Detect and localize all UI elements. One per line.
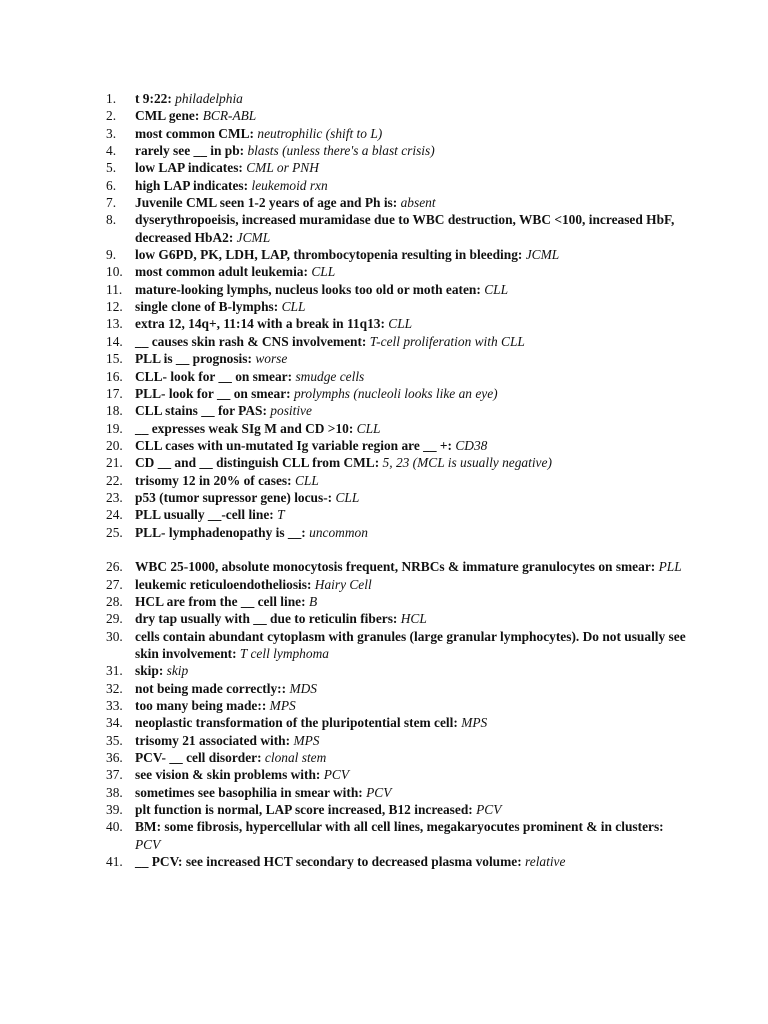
- item-number: 10.: [106, 264, 123, 280]
- list-item: [0, 628, 768, 663]
- item-number: 17.: [106, 385, 123, 401]
- item-answer: PLL: [658, 559, 682, 575]
- item-number: 4.: [106, 143, 117, 159]
- section-gap: [0, 541, 768, 558]
- item-number: 1.: [106, 91, 117, 106]
- item-answer: B: [308, 593, 318, 609]
- item-answer: CLL: [335, 489, 360, 505]
- item-number: 28.: [106, 593, 123, 609]
- list-item: [0, 177, 768, 194]
- item-number: 39.: [106, 802, 123, 818]
- item-question: single clone of B-lymphs:: [135, 299, 279, 315]
- item-question: most common CML:: [135, 125, 255, 141]
- item-number: 40.: [106, 819, 123, 835]
- item-question: CLL cases with un-mutated Ig variable region are __ +:: [135, 437, 452, 453]
- item-question: trisomy 21 associated with:: [135, 732, 291, 748]
- item-question: HCL are from the __ cell line:: [135, 593, 306, 609]
- item-number: 14.: [106, 333, 123, 349]
- item-number: 18.: [106, 403, 123, 419]
- item-answer: CD38: [455, 437, 488, 453]
- item-answer: worse: [255, 351, 288, 367]
- item-number: 20.: [106, 437, 123, 453]
- item-number: 34.: [106, 715, 123, 731]
- list-item: [0, 558, 768, 575]
- item-question: low LAP indicates:: [135, 160, 243, 176]
- list-item: [0, 714, 768, 731]
- item-question: PLL- look for __ on smear:: [135, 385, 291, 401]
- item-answer: CLL: [281, 299, 306, 315]
- item-question: WBC 25-1000, absolute monocytosis frequent, NRBCs & immature granulocytes on smear:: [135, 559, 656, 575]
- item-question: too many being made::: [135, 698, 267, 714]
- list-item: [0, 211, 768, 246]
- list-item: [0, 298, 768, 315]
- list-item: [0, 333, 768, 350]
- item-answer: MPS: [293, 732, 320, 748]
- item-number: 31.: [106, 663, 123, 679]
- item-question: extra 12, 14q+, 11:14 with a break in 11q13:: [135, 316, 385, 332]
- item-number: 25.: [106, 524, 123, 540]
- item-answer: T-cell proliferation with CLL: [369, 333, 525, 349]
- list-item: [0, 385, 768, 402]
- item-answer: MPS: [269, 698, 296, 714]
- item-question: mature-looking lymphs, nucleus looks too old or moth eaten:: [135, 281, 481, 297]
- item-number: 24.: [106, 507, 123, 523]
- item-number: 30.: [106, 628, 123, 644]
- item-answer: positive: [270, 403, 312, 419]
- item-answer: PCV: [366, 784, 392, 800]
- item-number: 36.: [106, 750, 123, 766]
- list-item: [0, 732, 768, 749]
- list-item: [0, 350, 768, 367]
- item-question: plt function is normal, LAP score increased, B12 increased:: [135, 802, 473, 818]
- item-question: most common adult leukemia:: [135, 264, 308, 280]
- item-number: 26.: [106, 559, 123, 575]
- item-answer: CML or PNH: [246, 160, 319, 176]
- item-question: neoplastic transformation of the pluripotential stem cell:: [135, 715, 458, 731]
- list-item: [0, 506, 768, 523]
- item-question: PLL is __ prognosis:: [135, 351, 252, 367]
- item-number: 3.: [106, 125, 117, 141]
- item-answer: philadelphia: [175, 91, 243, 106]
- item-answer: skip: [166, 663, 189, 679]
- item-answer: Hairy Cell: [314, 576, 372, 592]
- list-item: [0, 801, 768, 818]
- list-item: [0, 818, 768, 853]
- item-number: 21.: [106, 455, 123, 471]
- list-item: [0, 593, 768, 610]
- item-number: 2.: [106, 108, 117, 124]
- item-answer: BCR-ABL: [202, 108, 257, 124]
- list-item: [0, 107, 768, 124]
- item-answer: absent: [400, 195, 436, 211]
- list-item: [0, 766, 768, 783]
- list-item: [0, 420, 768, 437]
- document-page: [0, 90, 768, 870]
- item-number: 8.: [106, 212, 117, 228]
- item-number: 7.: [106, 195, 117, 211]
- list-item: [0, 142, 768, 159]
- list-item: [0, 90, 768, 107]
- item-number: 27.: [106, 576, 123, 592]
- list-item: [0, 662, 768, 679]
- list-item: [0, 368, 768, 385]
- item-question: __ causes skin rash & CNS involvement:: [135, 333, 367, 349]
- item-answer: JCML: [525, 247, 560, 263]
- list-item: [0, 315, 768, 332]
- list-item: [0, 159, 768, 176]
- item-question: rarely see __ in pb:: [135, 143, 245, 159]
- item-question: skip:: [135, 663, 164, 679]
- item-question: CLL stains __ for PAS:: [135, 403, 267, 419]
- item-number: 23.: [106, 489, 123, 505]
- item-answer: relative: [525, 854, 566, 870]
- item-question: sometimes see basophilia in smear with:: [135, 784, 363, 800]
- item-number: 33.: [106, 698, 123, 714]
- list-item: [0, 125, 768, 142]
- list-item: [0, 246, 768, 263]
- item-question: PCV- __ cell disorder:: [135, 750, 262, 766]
- item-question: cells contain abundant cytoplasm with granules (large granular lymphocytes). Do not usually see skin involvement:: [135, 628, 686, 661]
- item-question: __ expresses weak SIg M and CD >10:: [135, 420, 354, 436]
- list-item: [0, 749, 768, 766]
- item-question: __ PCV: see increased HCT secondary to decreased plasma volume:: [135, 854, 522, 870]
- item-question: Juvenile CML seen 1-2 years of age and Ph is:: [135, 195, 398, 211]
- item-number: 11.: [106, 281, 123, 297]
- item-answer: prolymphs (nucleoli looks like an eye): [293, 385, 498, 401]
- item-number: 12.: [106, 299, 123, 315]
- list-item: [0, 697, 768, 714]
- list-item: [0, 524, 768, 541]
- item-number: 6.: [106, 177, 117, 193]
- item-question: CML gene:: [135, 108, 200, 124]
- item-number: 15.: [106, 351, 123, 367]
- item-question: BM: some fibrosis, hypercellular with all cell lines, megakaryocutes prominent & in clusters:: [135, 819, 664, 835]
- list-item: [0, 194, 768, 211]
- item-question: see vision & skin problems with:: [135, 767, 321, 783]
- item-question: p53 (tumor supressor gene) locus-:: [135, 489, 333, 505]
- item-answer: T cell lymphoma: [239, 646, 329, 661]
- item-question: CD __ and __ distinguish CLL from CML:: [135, 455, 380, 471]
- item-number: 29.: [106, 611, 123, 627]
- item-number: 32.: [106, 680, 123, 696]
- item-question: trisomy 12 in 20% of cases:: [135, 472, 292, 488]
- item-number: 13.: [106, 316, 123, 332]
- item-answer: CLL: [311, 264, 336, 280]
- item-question: leukemic reticuloendotheliosis:: [135, 576, 312, 592]
- item-answer: CLL: [388, 316, 413, 332]
- item-number: 41.: [106, 854, 123, 870]
- list-item: [0, 489, 768, 506]
- item-number: 16.: [106, 368, 123, 384]
- item-number: 5.: [106, 160, 117, 176]
- item-answer: CLL: [294, 472, 319, 488]
- list-item: [0, 853, 768, 870]
- list-item: [0, 472, 768, 489]
- item-question: PLL usually __-cell line:: [135, 507, 274, 523]
- item-number: 9.: [106, 247, 117, 263]
- item-question: high LAP indicates:: [135, 177, 249, 193]
- item-question: PLL- lymphadenopathy is __:: [135, 524, 306, 540]
- item-answer: MPS: [461, 715, 488, 731]
- list-item: [0, 784, 768, 801]
- item-number: 37.: [106, 767, 123, 783]
- item-answer: PCV: [135, 836, 161, 852]
- item-answer: blasts (unless there's a blast crisis): [247, 143, 435, 159]
- list-item: [0, 680, 768, 697]
- item-answer: leukemoid rxn: [251, 177, 328, 193]
- list-item: [0, 437, 768, 454]
- item-number: 38.: [106, 784, 123, 800]
- list-item: [0, 610, 768, 627]
- item-question: dry tap usually with __ due to reticulin fibers:: [135, 611, 398, 627]
- item-number: 22.: [106, 472, 123, 488]
- item-answer: CLL: [356, 420, 381, 436]
- item-answer: clonal stem: [264, 750, 327, 766]
- item-answer: JCML: [236, 229, 271, 245]
- item-number: 35.: [106, 732, 123, 748]
- item-question: t 9:22:: [135, 91, 172, 106]
- item-answer: MDS: [289, 680, 317, 696]
- item-answer: T: [277, 507, 285, 523]
- item-answer: smudge cells: [295, 368, 365, 384]
- list-item: [0, 454, 768, 471]
- item-question: low G6PD, PK, LDH, LAP, thrombocytopenia resulting in bleeding:: [135, 247, 523, 263]
- list-item: [0, 402, 768, 419]
- item-question: CLL- look for __ on smear:: [135, 368, 293, 384]
- item-answer: CLL: [484, 281, 509, 297]
- item-question: not being made correctly::: [135, 680, 287, 696]
- qa-list: [0, 90, 768, 870]
- item-answer: neutrophilic (shift to L): [257, 125, 383, 141]
- item-number: 19.: [106, 420, 123, 436]
- list-item: [0, 281, 768, 298]
- item-answer: uncommon: [309, 524, 368, 540]
- item-answer: 5, 23 (MCL is usually negative): [382, 455, 552, 471]
- list-item: [0, 576, 768, 593]
- item-answer: PCV: [476, 802, 502, 818]
- list-item: [0, 263, 768, 280]
- item-question: dyserythropoeisis, increased muramidase due to WBC destruction, WBC <100, increased HbF, decreased HbA2:: [135, 212, 675, 245]
- item-answer: PCV: [323, 767, 350, 783]
- item-answer: HCL: [400, 611, 427, 627]
